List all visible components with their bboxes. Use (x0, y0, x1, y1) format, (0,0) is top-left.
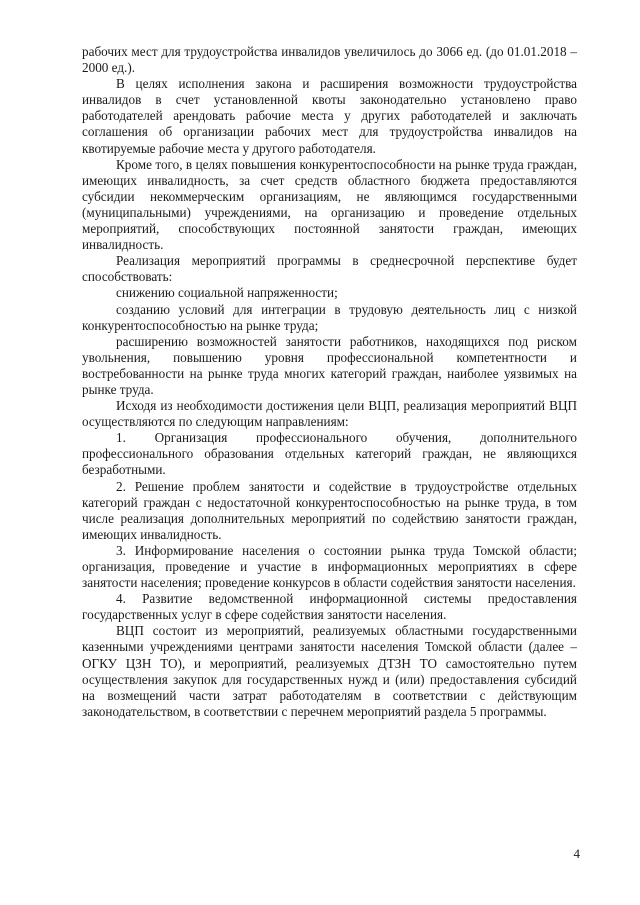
page-number: 4 (573, 846, 580, 861)
list-item-integration: созданию условий для интеграции в трудовую деятельность лиц с низкой конкурентоспособностью на рынке труда; (82, 301, 577, 333)
paragraph-program-outcomes: Реализация мероприятий программы в среднесрочной перспективе будет способствовать: (82, 253, 577, 285)
document-page (82, 44, 577, 720)
paragraph-directions-intro: Исходя из необходимости достижения цели ВЦП, реализация мероприятий ВЦП осуществляются по следующим направлениям: (82, 398, 577, 430)
direction-item-1: 1. Организация профессионального обучения, дополнительного профессионального образования отдельных категорий граждан, не являющихся безработными. (82, 430, 577, 478)
paragraph-subsidies: Кроме того, в целях повышения конкурентоспособности на рынке труда граждан, имеющих инвалидность, за счет средств областного бюджета предоставляются субсидии некоммерческим организациям, не являющимся государственными (муниципальными) учреждениями, на организацию и проведение отдельных мероприятий, способствующих постоянной занятости граждан, имеющих инвалидность. (82, 156, 577, 253)
direction-item-3: 3. Информирование населения о состоянии рынка труда Томской области; организация, проведение и участие в информационных мероприятиях в сфере занятости населения; проведение конкурсов в области содействия занятости населения. (82, 542, 577, 591)
list-item-employment-opportunities: расширению возможностей занятости работников, находящихся под риском увольнения, повышению уровня профессиональной компетентности и востребованности на рынке труда многих категорий граждан, наиболее уязвимых на рынке труда. (82, 333, 577, 397)
direction-item-4: 4. Развитие ведомственной информационной системы предоставления государственных услуг в сфере содействия занятости населения. (82, 591, 577, 623)
list-item-social-tension: снижению социальной напряженности; (116, 285, 338, 301)
paragraph-continuation: рабочих мест для трудоустройства инвалидов увеличилось до 3066 ед. (до 01.01.2018 – 2000 ед.). (82, 44, 577, 76)
direction-item-2: 2. Решение проблем занятости и содействие в трудоустройстве отдельных категорий граждан с недостаточной конкурентоспособностью на рынке труда, в том числе реализация дополнительных мероприятий по содействию занятости граждан, имеющих инвалидность. (82, 478, 577, 542)
paragraph-quota-rights: В целях исполнения закона и расширения возможности трудоустройства инвалидов в счет установленной квоты законодательно установлено право работодателей арендовать рабочие места у других работодателей и заключать соглашения об организации рабочих мест для трудоустройства инвалидов на квотируемые рабочие места у другого работодателя. (82, 76, 577, 156)
paragraph-vcp-composition: ВЦП состоит из мероприятий, реализуемых областными государственными казенными учреждениями центрами занятости населения Томской области (далее – ОГКУ ЦЗН ТО), и мероприятий, реализуемых ДТЗН ТО самостоятельно путем осуществления закупок для государственных нужд и (или) предоставления субсидий на возмещений части затрат работодателям в соответствии с действующим законодательством, в соответствии с перечнем мероприятий раздела 5 программы. (82, 623, 577, 719)
